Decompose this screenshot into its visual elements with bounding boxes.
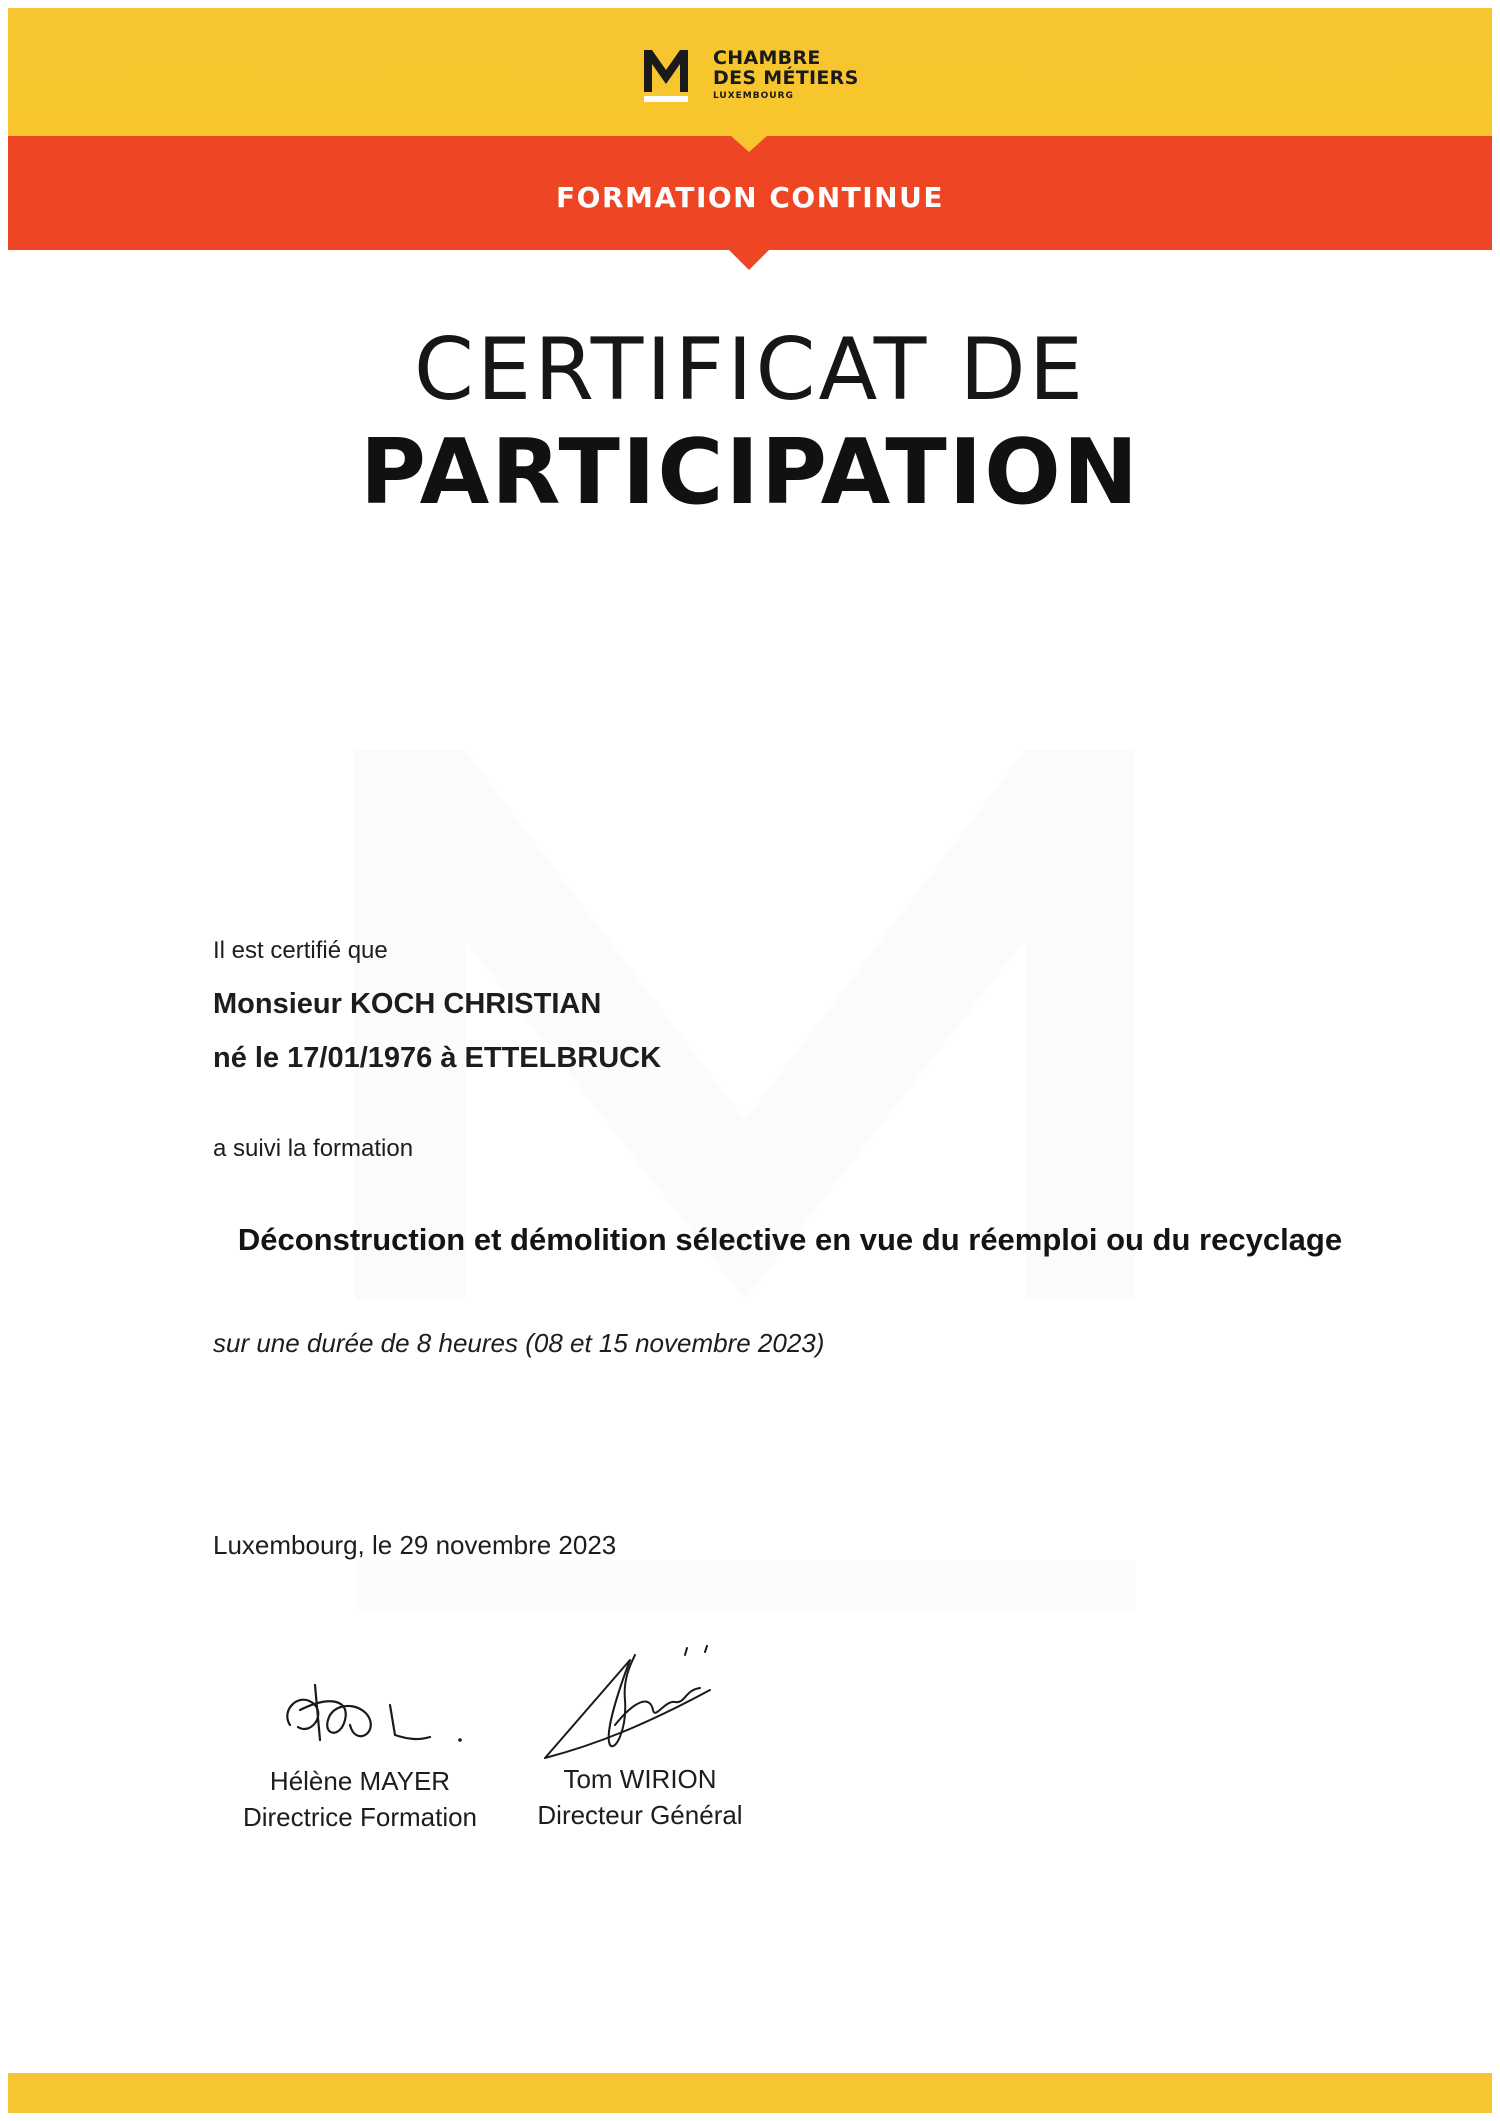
place-and-date: Luxembourg, le 29 novembre 2023: [213, 1530, 617, 1560]
banner-notch-top: [730, 135, 768, 152]
chambre-des-metiers-logo: [640, 44, 880, 108]
certification-intro: Il est certifié que: [213, 937, 388, 964]
signer-name: Hélène MAYER: [269, 1766, 451, 1796]
signer-tom-wirion: [505, 1761, 775, 1833]
signature-helene-mayer: [270, 1655, 480, 1765]
course-duration: sur une durée de 8 heures (08 et 15 novembre 2023): [213, 1328, 825, 1358]
banner-notch-bottom: [728, 249, 770, 270]
course-title: Déconstruction et démolition sélective en vue du réemploi ou du recyclage: [237, 1222, 1343, 1257]
bottom-yellow-band: [8, 2073, 1492, 2113]
chambre-des-metiers-m-logo-icon: [640, 44, 692, 104]
certificate-title-line2: PARTICIPATION: [359, 420, 1141, 525]
followed-training-text: a suivi la formation: [213, 1135, 414, 1162]
signature-tom-wirion: [535, 1640, 735, 1775]
participant-name: Monsieur KOCH CHRISTIAN: [213, 988, 602, 1020]
signer-name: Tom WIRION: [563, 1764, 717, 1794]
logo-line-luxembourg: LUXEMBOURG: [713, 90, 794, 101]
signer-helene-mayer: [215, 1763, 505, 1835]
participant-birth: né le 17/01/1976 à ETTELBRUCK: [213, 1042, 662, 1074]
banner-label: FORMATION CONTINUE: [556, 181, 944, 214]
logo-line-chambre: CHAMBRE: [713, 47, 821, 69]
signer-role: Directeur Général: [537, 1800, 743, 1830]
signer-role: Directrice Formation: [242, 1802, 478, 1832]
certificate-title-line1: CERTIFICAT DE: [413, 320, 1087, 420]
logo-line-des-metiers: DES MÉTIERS: [713, 66, 859, 89]
m-watermark-icon: [345, 740, 1145, 1620]
logo-wordmark: [713, 49, 859, 101]
